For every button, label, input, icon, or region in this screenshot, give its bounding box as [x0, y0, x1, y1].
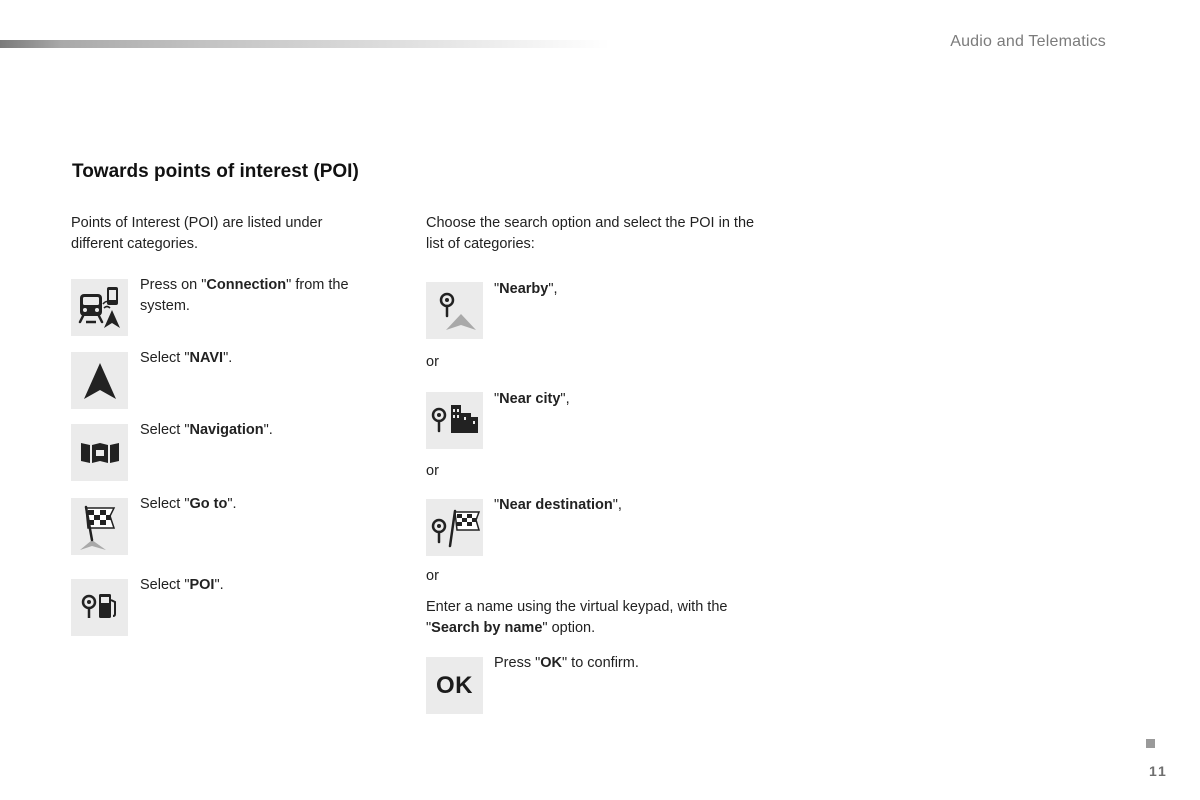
step-text-post: ". — [214, 577, 224, 593]
step-text-pre: Select " — [140, 422, 190, 438]
step-text-pre: Select " — [140, 496, 190, 512]
page-number: 11 — [1149, 763, 1168, 779]
or-separator: or — [426, 463, 439, 479]
ok-text-post: " to confirm. — [562, 655, 639, 671]
step-text-post: ". — [227, 496, 237, 512]
ok-text-bold: OK — [540, 655, 562, 671]
search-by-name-text — [426, 597, 766, 638]
option-text-pre: " — [494, 391, 500, 407]
option-text-pre: " — [494, 497, 500, 513]
option-text-bold: Nearby — [499, 281, 549, 297]
ok-icon-label: OK — [436, 671, 473, 699]
connection-icon — [71, 279, 128, 336]
goto-flag-icon — [71, 498, 128, 555]
near-city-icon — [426, 392, 483, 449]
or-separator: or — [426, 354, 439, 370]
page-title: Towards points of interest (POI) — [72, 161, 359, 182]
navi-arrow-icon — [71, 352, 128, 409]
search-text-post: " option. — [542, 619, 596, 636]
step-connection-text — [140, 275, 380, 316]
search-text-bold: Search by name — [431, 619, 543, 636]
search-text-pre: Enter a name using the virtual keypad, with the " — [426, 599, 728, 636]
step-navigation-text — [140, 420, 380, 441]
option-text-bold: Near city — [499, 391, 561, 407]
section-name: Audio and Telematics — [950, 33, 1106, 50]
ok-button-icon — [426, 657, 483, 714]
step-text-post: ". — [263, 422, 273, 438]
step-navi-text — [140, 348, 380, 369]
step-text-bold: Go to — [189, 496, 228, 512]
navigation-map-icon — [71, 424, 128, 481]
step-text-post: ". — [223, 350, 233, 366]
step-text-pre: Select " — [140, 350, 190, 366]
step-text-bold: NAVI — [189, 350, 224, 366]
ok-step-text — [494, 653, 754, 674]
option-text-post: ", — [548, 281, 558, 297]
step-text-pre: Press on " — [140, 277, 207, 293]
poi-fuel-icon — [71, 579, 128, 636]
option-nearby-text — [494, 279, 754, 300]
step-text-bold: POI — [189, 577, 215, 593]
near-destination-icon — [426, 499, 483, 556]
step-goto-text — [140, 494, 380, 515]
nearby-icon — [426, 282, 483, 339]
or-separator: or — [426, 568, 439, 584]
option-text-post: ", — [612, 497, 622, 513]
option-text-pre: " — [494, 281, 500, 297]
step-poi-text — [140, 575, 380, 596]
ok-text-pre: Press " — [494, 655, 541, 671]
left-intro: Points of Interest (POI) are listed under different categories. — [71, 215, 323, 252]
right-intro: Choose the search option and select the POI in the list of categories: — [426, 215, 755, 252]
step-text-bold: Navigation — [189, 422, 264, 438]
header-gradient-bar — [0, 40, 610, 48]
step-text-post: " from the system. — [140, 277, 349, 314]
option-near-destination-text — [494, 495, 754, 516]
option-text-post: ", — [560, 391, 570, 407]
page-marker — [1146, 739, 1155, 748]
step-text-pre: Select " — [140, 577, 190, 593]
step-text-bold: Connection — [206, 277, 287, 293]
option-text-bold: Near destination — [499, 497, 613, 513]
option-near-city-text — [494, 389, 754, 410]
